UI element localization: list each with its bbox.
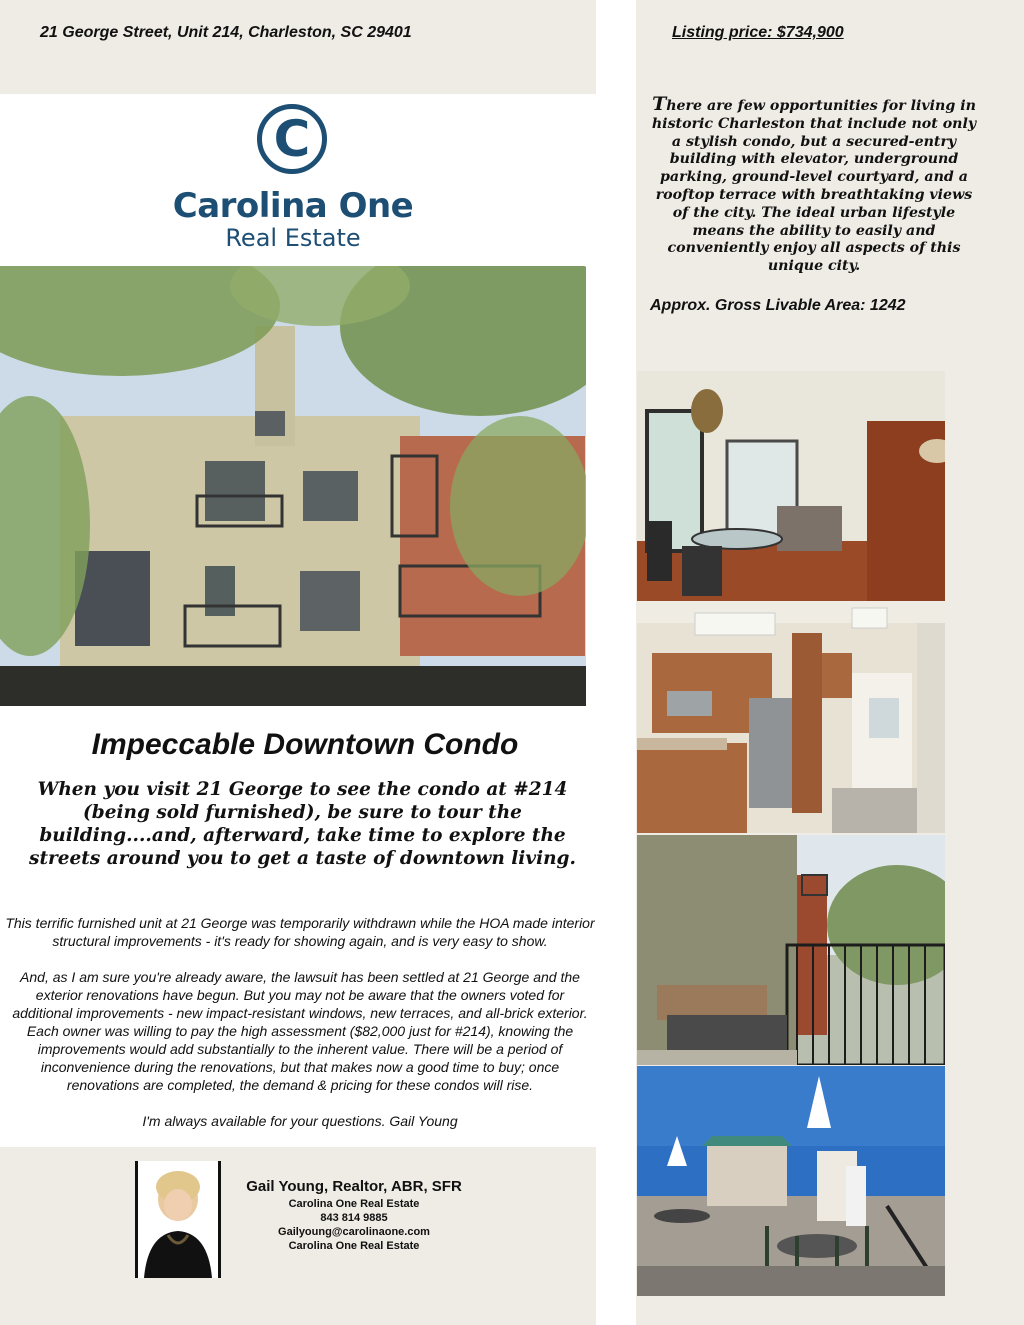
property-address: 21 George Street, Unit 214, Charleston, SC 29401 <box>40 24 412 41</box>
listing-headline: Impeccable Downtown Condo <box>91 728 519 761</box>
agent-email: Gailyoung@carolinaone.com <box>278 1226 430 1238</box>
description-text: here are few opportunities for living in historic Charleston that include not only a stylish condo, but a secured-entry building with elevator, underground parking, ground-level courtyard, and a rooftop terrace with breathtaking views of the city. The ideal urban lifestyle means the ability to easily and conveniently enjoy all aspects of this unique city. <box>651 98 977 275</box>
photo-kitchen <box>637 603 945 833</box>
agent-company-repeat: Carolina One Real Estate <box>288 1240 420 1252</box>
gross-livable-area: Approx. Gross Livable Area: 1242 <box>650 297 906 314</box>
agent-name: Gail Young, Realtor, ABR, SFR <box>246 1178 462 1195</box>
photo-rooftop-terrace <box>637 1066 945 1296</box>
agent-portrait <box>138 1161 218 1278</box>
rooftop-illustration <box>637 1066 945 1296</box>
listing-subheadline: When you visit 21 George to see the condo at #214 (being sold furnished), be sure to tour the building....and, afterward, take time to explore the streets around you to get a taste of downtown living. <box>29 779 576 869</box>
description-dropcap: T <box>652 93 667 115</box>
body-closing: I'm always available for your questions. Gail Young <box>142 1113 458 1129</box>
photo-dining-living <box>637 371 945 601</box>
agent-contact <box>236 1178 472 1253</box>
listing-body <box>4 914 596 1130</box>
dining-room-illustration <box>637 371 945 601</box>
balcony-illustration <box>637 835 945 1065</box>
kitchen-illustration <box>637 603 945 833</box>
building-photo <box>0 266 586 706</box>
agent-company: Carolina One Real Estate <box>288 1198 420 1210</box>
agent-phone: 843 814 9885 <box>320 1212 388 1224</box>
company-logo-icon: C <box>257 104 327 174</box>
top-band <box>0 0 596 94</box>
logo-company-subtitle: Real Estate <box>225 224 361 252</box>
building-illustration <box>0 266 586 706</box>
body-paragraph-2: And, as I am sure you're already aware, the lawsuit has been settled at 21 George and the exterior renovations have begun. But you may not be aware that the owners voted for additional improvements - new impact-resistant windows, new terraces, and all-brick exterior. Each owner was willing to pay the high assessment ($82,000 just for #214), knowing the improvements would add substantially to the inherent value. There will be a period of inconvenience during the renovations, but that makes now a good time to buy; once renovations are completed, the demand & pricing for these condos will rise. <box>12 969 588 1093</box>
column-gutter <box>596 0 636 1325</box>
photo-balcony <box>637 835 945 1065</box>
listing-price: Listing price: $734,900 <box>672 24 844 41</box>
logo-company-name: Carolina One <box>172 186 414 226</box>
agent-photo <box>135 1161 221 1278</box>
body-paragraph-1: This terrific furnished unit at 21 George was temporarily withdrawn while the HOA made interior structural improvements - it's ready for showing again, and is very easy to show. <box>5 915 595 949</box>
property-description <box>648 93 980 276</box>
